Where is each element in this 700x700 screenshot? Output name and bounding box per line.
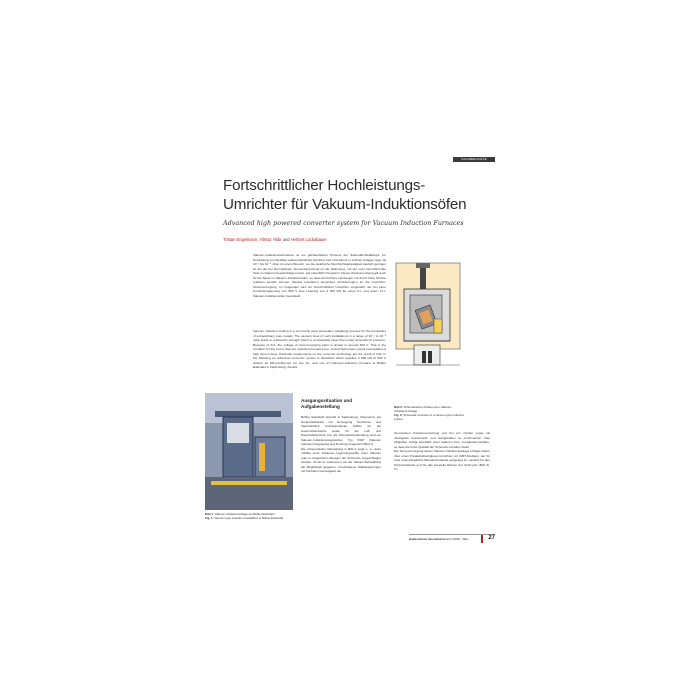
fig1-label-en: Fig. 1: (205, 515, 214, 520)
fig2-label-de: Bild 2: (394, 405, 403, 409)
photo-crane-beam (215, 411, 281, 417)
photo-railing (211, 481, 287, 485)
author-line: Tristan Engelmann, Yilmaz Yildir und Herbert Luckabauer (223, 237, 327, 242)
footer-journal (409, 537, 469, 541)
author-2: Yilmaz Yildir (259, 237, 282, 242)
section-tag: FACHBERICHTE (453, 157, 495, 162)
figure-2-caption (394, 406, 466, 422)
page-number: 27 (488, 535, 495, 541)
body-col1-paragraph-1: Böhler Edelstahl betreibt in Kapfenberg, Österreich, ein Sonderstahlwerk zur Erzeugung hochreiner und hautzulichlich hochwarmfester Stähle für die Automobilindustrie sowie für die Luft- und Raumfahrttechnik. Für die Schmelzebehandlung wird ein Vakuum-Induktionsstegiefofen, Typ VIDP (Vakuum Induction Degassing and Pouring) eingesetzt (Bild 1). (301, 415, 381, 446)
schematic-ingot-2 (428, 351, 432, 363)
article-subtitle: Advanced high powered converter system for Vacuum Induction Furnaces (223, 219, 464, 227)
abstract-german: Vakuum-Induktionsschmelzen ist ein gebräuchlicher Prozess der Sekundär-Metallurgie zur Herstellung von Metallen außerordentlicher Reinheit. Der Unterdruck in solchen Anlagen liegt mit 10⁻¹ bis 10⁻⁵ mbar im einem Bereich, wo die elektrische Durchschlagsfestigkeit deutlich geringer ist als die bei Normaldruck. Demenstprechend ist die Spannung, mit der man stromführende Teile im Vakuum beaufschlagen kann, auf etwa 600 V begrenzt. Dieser Zusammenhang gilt auch für die Spule im Vakuum-Induktionsofen, so dass dort höhere Leistungen nur durch hohe Ströme realisiert werden können. Daraus resultieren besondere Anforderungen an die Umrichter-Stromversorgung. Im Folgenden wird ein fortschrittlicher Umrichter vorgestellt, der bei einer Umrichterspannung von 600 V eine Leistung von 4 000 kW für einen 8-t- und einen 17-t-Vakuum-Induktionsofen bereitstellt. (253, 253, 386, 298)
body-col2-paragraph-2: Die Stromversorgung dieser Vakuum-Induktionsanlage erfolgte bisher über einen Parallelschwingkreis-Umrichter mit IGBT-Modulen, der für zwei unterschiedliche Betriebszustände ausgelegt ist, nämlich für den Schmelzbetrieb und für das spezielle Rühren der Schmelze (Bild 3). Im (394, 449, 490, 471)
magazine-page (205, 157, 495, 547)
author-1: Tristan Engelmann (223, 237, 258, 242)
schematic-lock-top (416, 263, 430, 268)
vacuum-induction-schematic (394, 259, 462, 404)
installation-photo (205, 393, 293, 510)
footer-issue: Heft 1/2009 · März (445, 537, 469, 541)
abstract-english: Vacuum induction melting is a commonly used secondary metallurgy process for the production of extraordinary pure metals. The vacuum level of such installations in a range of 10⁻¹ to 10⁻⁵ mbar leads to a dielectric strength which is considerably lower than under atmospheric pressure. Because of this, the voltage of current-carrying parts is limited to around 600 V. That is the condition for the coil of Vacuum Induction Furnaces too, so that high power output necessitates a high current level. Particular requirements on the converter technology are the result of that. In the following an advanced converter system is described which supplies 4 000 kW at 600 V without an MF-transformer for one 8-t- and one 17-t-Vacuum-Induction Furnace at Böhler Edelstahl in Kapfenberg, Austria. (253, 329, 386, 369)
body-column-1 (301, 415, 381, 474)
photo-tower-panel (227, 423, 249, 443)
fig1-caption-en: Vacuum-type induction installation at Böhler Edelstahl (214, 515, 284, 520)
fig2-label-en: Fig. 2: (394, 412, 403, 417)
schematic-lock-column (420, 267, 426, 289)
schematic-pit (414, 345, 440, 365)
title-line-1: Fortschrittlicher Hochleistungs- (223, 177, 426, 194)
body-col1-paragraph-2: Die schematische Darstellung in Bild 2 zeigt u. a., dass mithilfe einer Schleuse Legierungsstoffe unter Vakuum oder in entgasfreien Mengen der Schmelze zugeschlagen werden. Somit ist zusammen mit der Vakuumbehandlung die Möglichkeit gegeben, verschiedene Stahllegierungen mit höchsten Genauigkeit der (301, 446, 381, 473)
schematic-ingot-1 (422, 351, 426, 363)
title-line-2: Umrichter für Vakuum-Induktionsöfen (223, 196, 467, 213)
schematic-mould (434, 319, 442, 333)
fig2-caption-de: Schematischer Aufbau einer Vakuum-Induktions-Anlage (394, 405, 452, 413)
footer-separator (481, 535, 483, 543)
photo-yellow-pipe (259, 443, 265, 471)
article-title (223, 176, 493, 214)
body-column-2 (394, 431, 490, 472)
footer-journal-name: elektrowärme international (409, 537, 445, 541)
author-and: und (282, 237, 290, 242)
fig1-caption-de: Vakuum-Induktionsanlage bei Böhler Edelstahl (214, 512, 275, 516)
section-heading: Ausgangssituation und Aufgabenstellung (301, 398, 353, 409)
page-footer (409, 534, 495, 542)
figure-1-caption (205, 513, 293, 521)
body-col2-paragraph-1: chemischen Zusammensetzung und frei von Oxiden sowie mit niedrigsten Kohlenstoff- und Gasgehalten zu erschmelzen. Das Abgießen erfolgt ebenfalls unter Vakuum bzw. Inertgasatmosphäre, so dass die hohe Qualität der Schmelze erhalten bleibt. (394, 431, 490, 449)
fig2-caption-en: Schematic structure of a vacuum-type induction system (394, 412, 465, 421)
author-3: Herbert Luckabauer (290, 237, 327, 242)
fig1-label-de: Bild 1: (205, 512, 214, 516)
